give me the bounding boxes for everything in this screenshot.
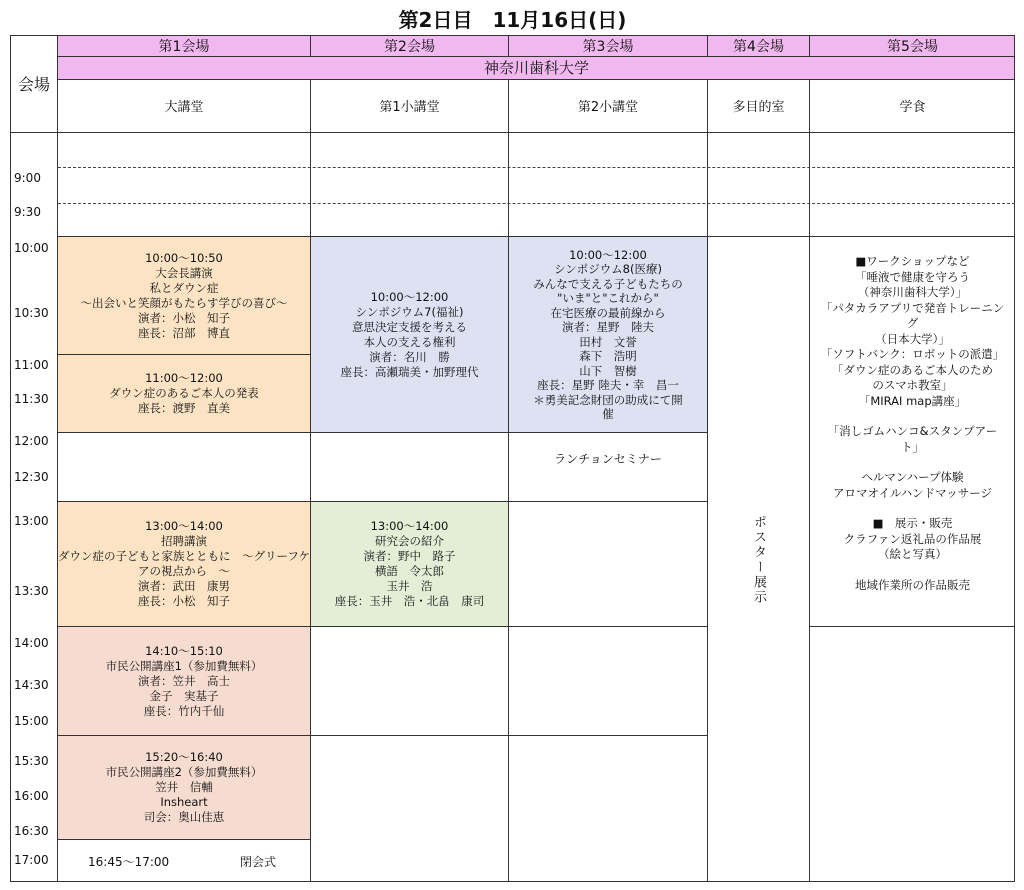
- time-label: 12:00: [14, 434, 49, 448]
- grid-line: [58, 79, 1015, 80]
- session-hall1-closing-time: 16:45〜17:00: [88, 855, 170, 869]
- grid-line: [10, 881, 1015, 882]
- grid-line: [311, 735, 508, 736]
- page-title: 第2日目 11月16日(日): [398, 8, 627, 32]
- session-hall1-public1: 14:10〜15:10 市民公開講座1（参加費無料） 演者：笠井 高士 金子 実基子 座長：竹内千仙: [58, 627, 310, 735]
- grid-line: [58, 432, 310, 433]
- venue-4: 第4会場: [733, 38, 784, 55]
- venue-label: 会場: [17, 75, 50, 94]
- grid-line: [58, 839, 310, 840]
- grid-line: [810, 626, 1015, 627]
- time-label: 10:00: [14, 241, 49, 255]
- session-hall1-presentation: 11:00〜12:00 ダウン症のあるご本人の発表 座長：渡野 直美: [58, 354, 310, 432]
- room-2: 第1小講堂: [379, 100, 440, 115]
- grid-line: [809, 79, 810, 882]
- grid-line: [58, 735, 310, 736]
- session-hall1-keynote: 10:00〜10:50 大会長講演 私とダウン症 〜出会いと笑顔がもたらす学びの喜び〜 演者：小松 知子 座長：沼部 博直: [58, 237, 310, 354]
- grid-line: [509, 626, 707, 627]
- time-label: 14:30: [14, 678, 49, 692]
- room-4: 多目的室: [732, 100, 785, 115]
- time-label: 9:30: [14, 205, 41, 219]
- grid-line: [58, 626, 310, 627]
- time-label: 11:30: [14, 392, 49, 406]
- grid-line: [10, 35, 11, 882]
- grid-line: [58, 56, 1015, 57]
- time-label: 13:00: [14, 514, 49, 528]
- grid-line: [310, 79, 311, 882]
- time-label: 17:00: [14, 853, 49, 867]
- grid-line: [311, 432, 508, 433]
- grid-line: [58, 236, 1015, 237]
- session-hall1-public2: 15:20〜16:40 市民公開講座2（参加費無料） 笠井 信輔 Insheart 司会：奥山佳恵: [58, 735, 310, 839]
- grid-line: [310, 35, 311, 56]
- grid-line: [58, 354, 310, 355]
- time-label: 13:30: [14, 584, 49, 598]
- time-label: 15:30: [14, 754, 49, 768]
- grid-line: [311, 501, 508, 502]
- time-label: 16:30: [14, 824, 49, 838]
- grid-dash: [58, 203, 1015, 204]
- session-hall3-symposium8: 10:00〜12:00 シンポジウム8(医療) みんなで支える子どもたちの "いま"と"これから" 在宅医療の最前線から 演者：星野 陸夫 田村 文誉 森下 浩明 山下 智樹 座長：星野 陸夫・幸 昌一 ＊勇美記念財団の助成にて開 催: [509, 237, 707, 432]
- time-label: 14:00: [14, 636, 49, 650]
- session-hall4-poster: ポスター展示: [751, 515, 766, 605]
- session-hall2-symposium7: 10:00〜12:00 シンポジウム7(福祉) 意思決定支援を考える 本人の支える権利 演者：名川 勝 座長：高瀬瑞美・加野理代: [311, 237, 508, 432]
- grid-line: [509, 735, 707, 736]
- venue-1: 第1会場: [158, 38, 210, 55]
- time-label: 16:00: [14, 789, 49, 803]
- grid-line: [809, 35, 810, 56]
- venue-5: 第5会場: [887, 38, 938, 55]
- venue-2: 第2会場: [384, 38, 435, 55]
- room-3: 第2小講堂: [577, 100, 639, 115]
- grid-line: [1014, 35, 1015, 882]
- grid-line: [508, 79, 509, 882]
- grid-line: [707, 35, 708, 56]
- time-label: 9:00: [14, 171, 41, 185]
- grid-line: [58, 501, 310, 502]
- grid-line: [57, 35, 58, 882]
- grid-line: [509, 501, 707, 502]
- grid-line: [509, 432, 707, 433]
- venue-3: 第3会場: [582, 38, 634, 55]
- session-hall5-workshops: ■ワークショップなど 「唾液で健康を守ろう （神奈川歯科大学）」 「パタカラアプリで発音トレーニン グ （日本大学）」 「ソフトバンク：ロボットの派遣」 「ダウン症のあるご本人のため のスマホ教室」 「MIRAI map講座」 「消しゴムハンコ&スタンプアー ト」 ヘルマンハープ体験 アロマオイルハンドマッサージ ■ 展示・販売 クラファン返礼品の作品展 （絵と写真） 地域作業所の作品販売: [820, 254, 1005, 592]
- university-name: 神奈川歯科大学: [483, 59, 589, 77]
- grid-line: [508, 35, 509, 56]
- session-hall2-research: 13:00〜14:00 研究会の紹介 演者：野中 路子 横語 令太郎 玉井 浩 座長：玉井 浩・北畠 康司: [311, 502, 508, 626]
- session-hall1-closing: 閉会式: [240, 855, 277, 869]
- grid-line: [311, 626, 508, 627]
- time-label: 10:30: [14, 306, 49, 320]
- time-label: 15:00: [14, 714, 49, 728]
- grid-line: [10, 35, 1015, 36]
- time-label: 11:00: [14, 358, 49, 372]
- room-1: 大講堂: [164, 100, 204, 115]
- grid-line: [707, 79, 708, 882]
- grid-line: [10, 132, 1015, 133]
- session-hall3-lunch: ランチョンセミナー: [554, 451, 662, 466]
- grid-dash: [58, 167, 1015, 168]
- time-label: 12:30: [14, 470, 49, 484]
- session-hall1-invited: 13:00〜14:00 招聘講演 ダウン症の子どもと家族とともに 〜グリーフケ アの視点から 〜 演者：武田 康男 座長：小松 知子: [58, 502, 310, 626]
- room-5: 学食: [899, 100, 926, 115]
